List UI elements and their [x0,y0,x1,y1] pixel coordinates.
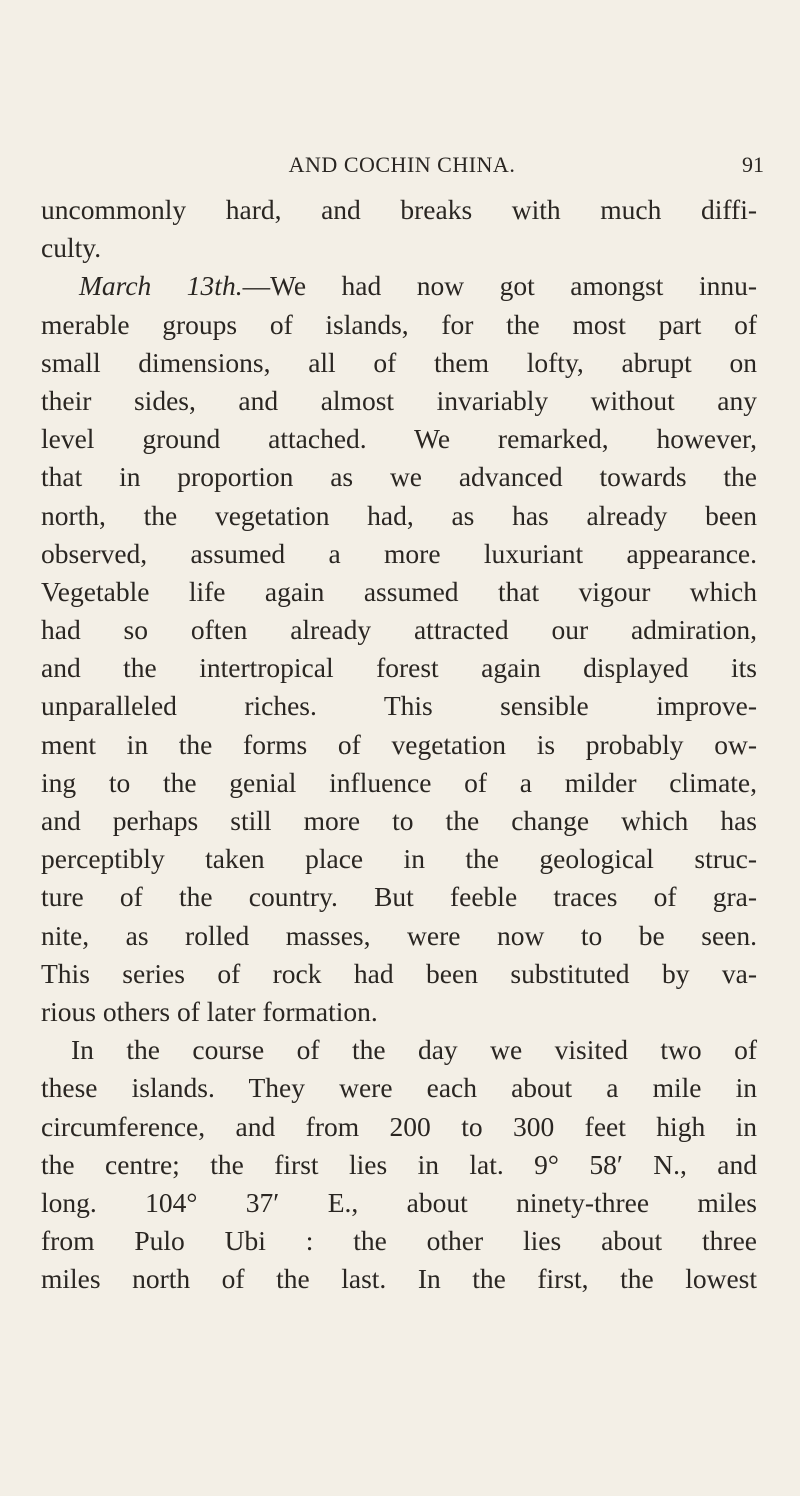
text-line: level ground attached. We remarked, however, [41,423,757,455]
text-line: In the course of the day we visited two of [71,1034,757,1066]
running-head [52,147,764,183]
text-line: observed, assumed a more luxuriant appearance. [41,537,757,569]
text-line: small dimensions, all of them lofty, abrupt on [41,346,757,378]
text-line: ture of the country. But feeble traces of gra- [41,881,757,913]
text-line: culty. [41,232,102,264]
text-line: unparalleled riches. This sensible improve- [41,690,757,722]
text-line-rest: —We had now got amongst innu- [242,270,758,302]
text-line: This series of rock had been substituted by va- [41,957,757,989]
text-line: ment in the forms of vegetation is probably ow- [41,728,757,760]
text-line: and perhaps still more to the change which has [41,805,757,836]
text-line: and the intertropical forest again displayed its [41,652,757,684]
text-line: miles north of the last. In the first, the lowest [41,1263,757,1295]
text-line: perceptibly taken place in the geological struc- [41,843,757,875]
entry-date: March 13th. [79,270,243,302]
running-head-title: AND COCHIN CHINA. [288,152,516,177]
text-line: circumference, and from 200 to 300 feet high in [41,1110,757,1142]
text-line: uncommonly hard, and breaks with much diffi- [41,194,757,225]
text-line: their sides, and almost invariably without any [41,384,757,416]
text-line: merable groups of islands, for the most part of [41,308,757,340]
text-line: from Pulo Ubi : the other lies about three [41,1225,757,1257]
text-line: long. 104° 37′ E., about ninety-three miles [41,1186,757,1218]
text-line: nite, as rolled masses, were now to be seen. [41,919,757,951]
text-line: north, the vegetation had, as has already been [41,499,757,531]
text-line: these islands. They were each about a mile in [41,1072,757,1104]
text-line: Vegetable life again assumed that vigour which [41,575,757,607]
text-line: that in proportion as we advanced towards the [41,461,757,493]
page-number: 91 [742,152,764,177]
text-line: the centre; the first lies in lat. 9° 58′ N., and [41,1148,757,1180]
body-text [41,191,757,1298]
text-line: had so often already attracted our admiration, [41,614,757,646]
text-line [41,267,757,305]
text-line: rious others of later formation. [41,995,378,1027]
text-line: ing to the genial influence of a milder climate, [41,766,757,798]
